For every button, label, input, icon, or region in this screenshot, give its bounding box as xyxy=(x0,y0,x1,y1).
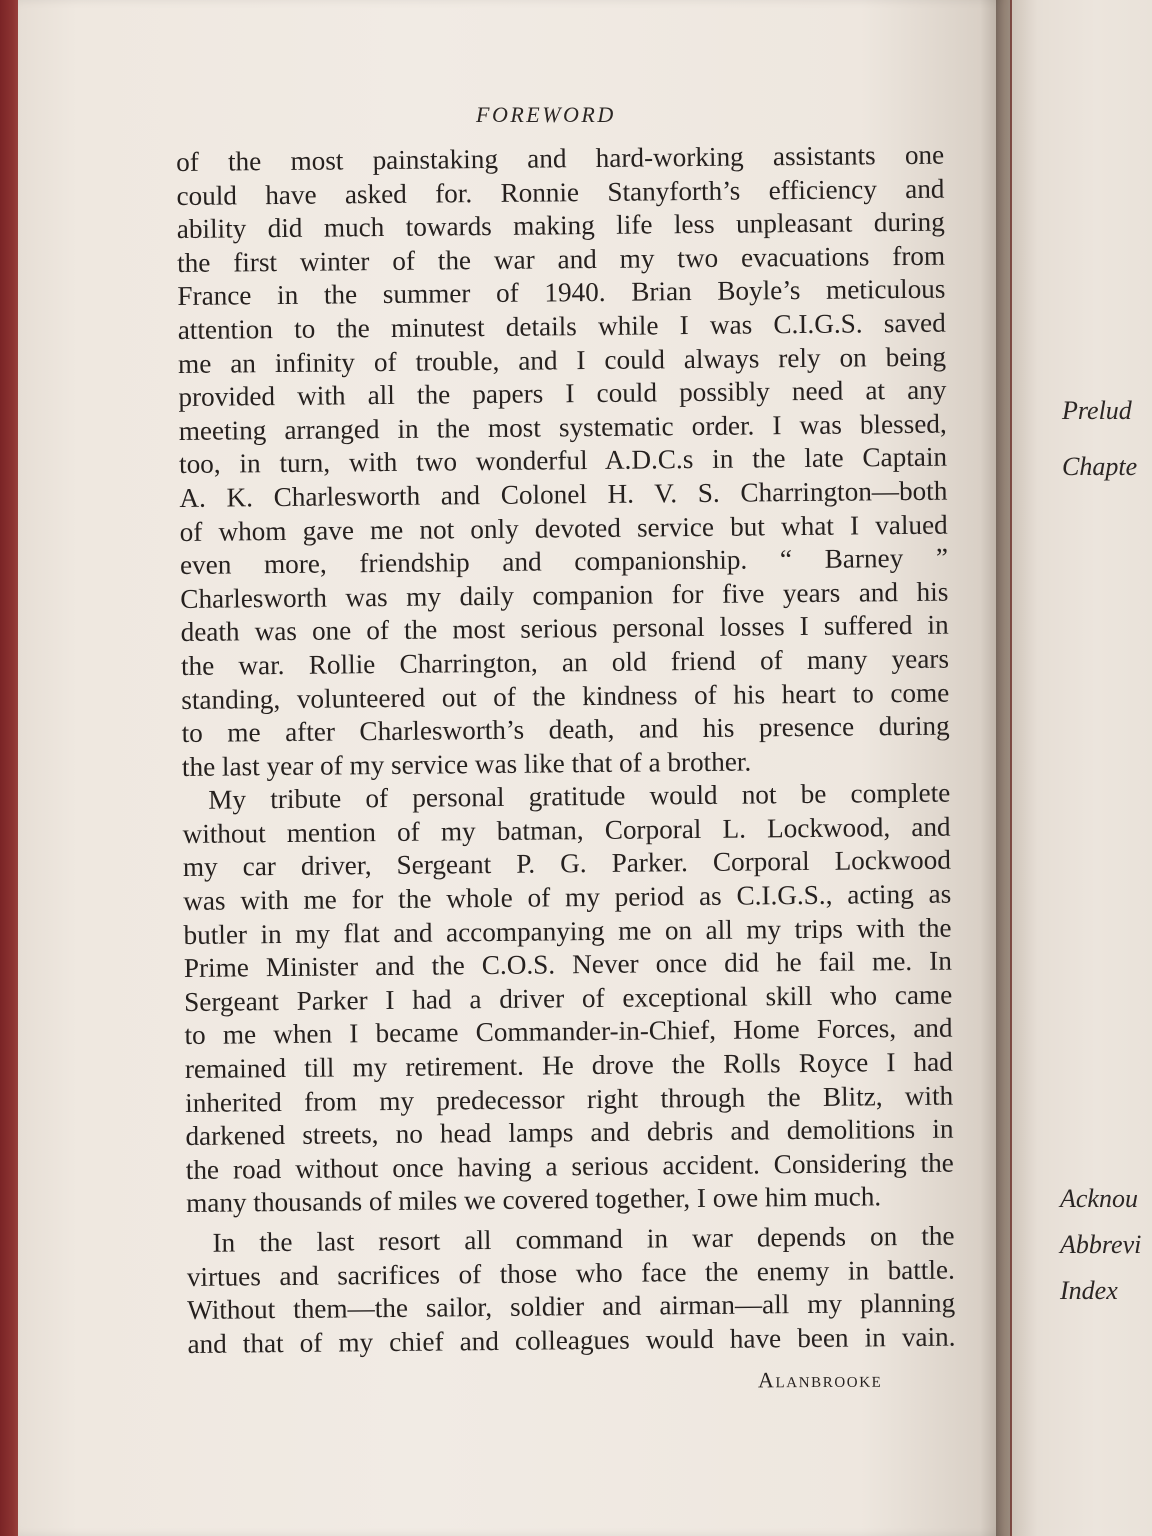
text-line: and that of my chief and colleagues would have been in vain. xyxy=(187,1321,956,1359)
text-line: Sergeant Parker I had a driver of exceptional skill who came xyxy=(184,979,953,1017)
text-line: Without them—the sailor, soldier and airman—all my planning xyxy=(187,1287,956,1326)
text-line: death was one of the most serious personal losses I suffered in xyxy=(180,609,949,648)
running-head: FOREWORD xyxy=(476,102,616,127)
text-line: France in the summer of 1940. Brian Boyle’s meticulous xyxy=(177,273,946,312)
text-line: was with me for the whole of my period as C.I.G.S., acting as xyxy=(183,878,952,917)
toc-fragment-abbreviations: Abbrevi xyxy=(1060,1230,1142,1259)
text-line: meeting arranged in the most systematic order. I was blessed, xyxy=(178,408,947,446)
text-line: Prime Minister and the C.O.S. Never once did he fail me. In xyxy=(183,945,953,984)
text-line: attention to the minutest details while I was C.I.G.S. saved xyxy=(177,307,946,345)
text-line: to me when I became Commander-in-Chief, Home Forces, and xyxy=(184,1013,953,1051)
text-line: to me after Charlesworth’s death, and his presence during xyxy=(181,710,950,749)
text-line: Charlesworth was my daily companion for five years and his xyxy=(180,576,949,614)
paragraph-first-line: In the last resort all command in war depends on the xyxy=(212,1220,955,1258)
text-line: the war. Rollie Charrington, an old friend of many years xyxy=(180,643,950,681)
text-line: virtues and sacrifices of those who face the enemy in battle. xyxy=(186,1254,955,1292)
toc-fragment-prelude: Prelud xyxy=(1062,396,1132,425)
foreword-body-text xyxy=(176,139,956,1362)
text-line: my car driver, Sergeant P. G. Parker. Corporal Lockwood xyxy=(182,845,952,883)
text-line: even more, friendship and companionship. “ Barney ” xyxy=(179,542,949,581)
text-line: butler in my flat and accompanying me on all my trips with the xyxy=(183,912,952,950)
text-line: darkened streets, no head lamps and debris and demolitions in xyxy=(185,1113,954,1152)
text-line: too, in turn, with two wonderful A.D.C.s in the late Captain xyxy=(178,441,948,480)
toc-fragment-index: Index xyxy=(1060,1276,1118,1305)
toc-fragment-acknowledgements: Acknou xyxy=(1060,1184,1138,1213)
paragraph-first-line: My tribute of personal gratitude would not be complete xyxy=(208,777,951,816)
text-line: ability did much towards making life less unpleasant during xyxy=(176,206,945,245)
text-line: standing, volunteered out of the kindness of his heart to come xyxy=(181,677,950,715)
text-line: provided with all the papers I could possibly need at any xyxy=(178,374,947,413)
text-line: the last year of my service was like that of a brother. xyxy=(181,746,752,782)
author-signature: Alanbrooke xyxy=(757,1366,883,1393)
text-line: the road without once having a serious accident. Considering the xyxy=(185,1147,954,1185)
text-line: without mention of my batman, Corporal L. Lockwood, and xyxy=(182,811,951,849)
text-line: of whom gave me not only devoted service but what I valued xyxy=(179,509,948,547)
text-line: the first winter of the war and my two evacuations from xyxy=(176,240,946,278)
text-line: remained till my retirement. He drove the Rolls Royce I had xyxy=(184,1046,953,1084)
text-line: of the most painstaking and hard-working assistants one xyxy=(176,139,945,177)
text-line: could have asked for. Ronnie Stanyforth’s efficiency and xyxy=(176,173,945,211)
text-line: A. K. Charlesworth and Colonel H. V. S. Charrington—both xyxy=(179,475,948,513)
text-line: inherited from my predecessor right through the Blitz, with xyxy=(185,1080,954,1118)
text-line: many thousands of miles we covered together, I owe him much. xyxy=(186,1181,882,1219)
toc-fragment-chapter: Chapte xyxy=(1062,452,1138,481)
text-line: me an infinity of trouble, and I could always rely on being xyxy=(177,341,947,379)
